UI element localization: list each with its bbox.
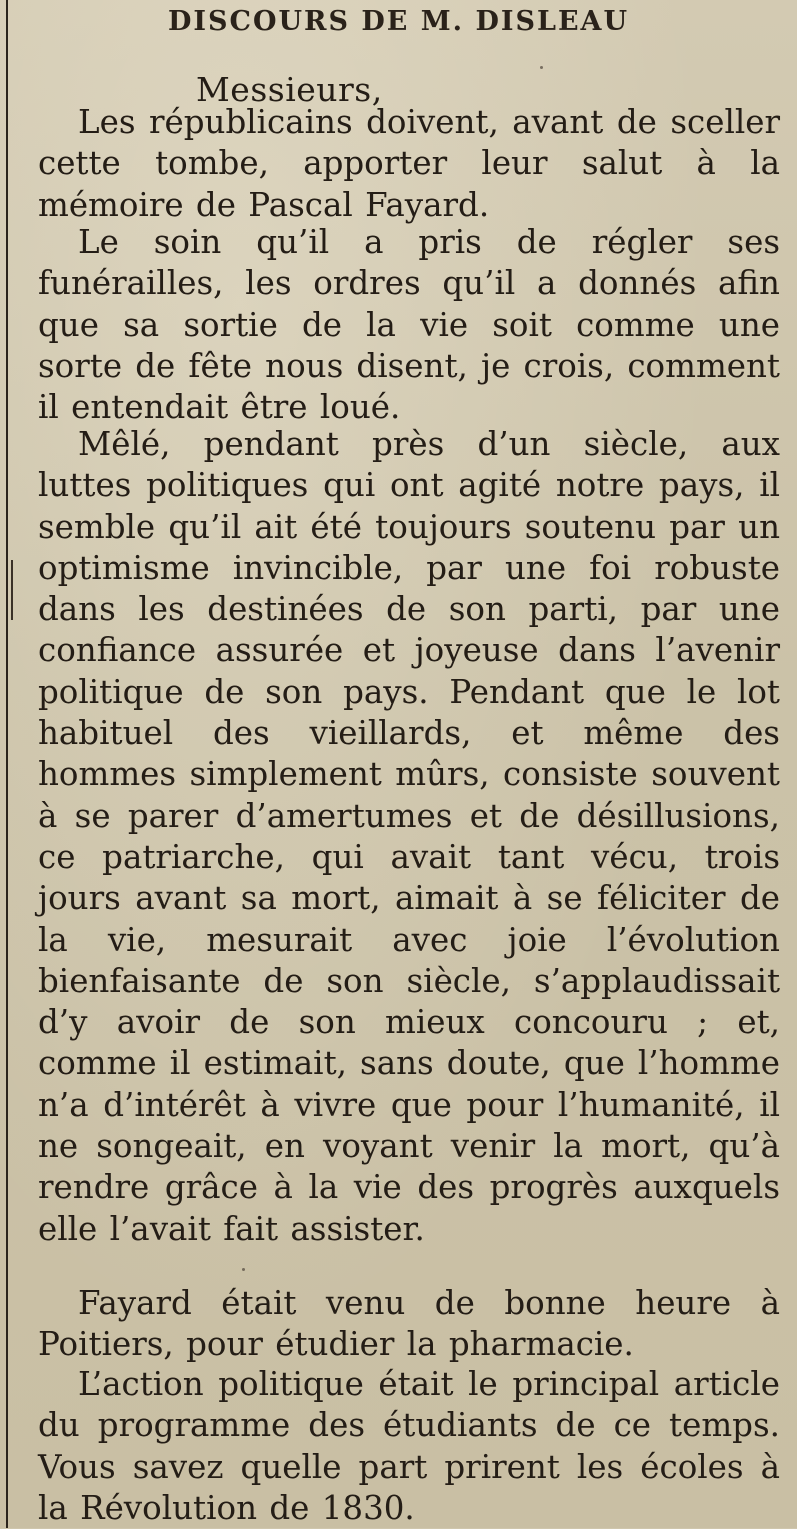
paragraph-5-text: L’action politique était le principal article du programme des étudiants de ce temps. Vous savez quelle part prirent les écoles à la Révolution de 1830.: [38, 1365, 780, 1527]
column-rule: [6, 0, 8, 1528]
paragraph-4: [38, 1283, 780, 1366]
paragraph-2-text: Le soin qu’il a pris de régler ses funérailles, les ordres qu’il a donnés afin que sa sortie de la vie soit comme une sorte de fête nous disent, je crois, comment il entendait être loué.: [38, 223, 780, 427]
paragraph-1: [38, 102, 780, 226]
paragraph-1-text: Les républicains doivent, avant de sceller cette tombe, apporter leur salut à la mémoire de Pascal Fayard.: [38, 103, 780, 224]
paragraph-3: [38, 424, 780, 1250]
paragraph-3-text: Mêlé, pendant près d’un siècle, aux luttes politiques qui ont agité notre pays, il semble qu’il ait été toujours soutenu par un optimisme invincible, par une foi robuste dans les destinées de son parti, par une confiance assurée et joyeuse dans l’avenir politique de son pays. Pendant que le lot habituel des vieillards, et même des hommes simplement mûrs, consiste souvent à se parer d’amertumes et de désillusions, ce patriarche, qui avait tant vécu, trois jours avant sa mort, aimait à se féliciter de la vie, mesurait avec joie l’évolution bienfaisante de son siècle, s’applaudissait d’y avoir de son mieux concouru ; et, comme il estimait, sans doute, que l’homme n’a d’intérêt à vivre que pour l’humanité, il ne songeait, en voyant venir la mort, qu’à rendre grâce à la vie des progrès auxquels elle l’avait fait assister.: [38, 425, 780, 1248]
paragraph-5: [38, 1364, 780, 1529]
column-rule-fragment: [11, 560, 13, 620]
article-heading: DISCOURS DE M. DISLEAU: [167, 6, 630, 37]
paragraph-4-text: Fayard était venu de bonne heure à Poitiers, pour étudier la pharmacie.: [38, 1284, 780, 1364]
paragraph-2: [38, 222, 780, 428]
ink-speck: [242, 1268, 245, 1271]
ink-speck: [540, 66, 543, 69]
salutation: Messieurs,: [196, 70, 383, 109]
